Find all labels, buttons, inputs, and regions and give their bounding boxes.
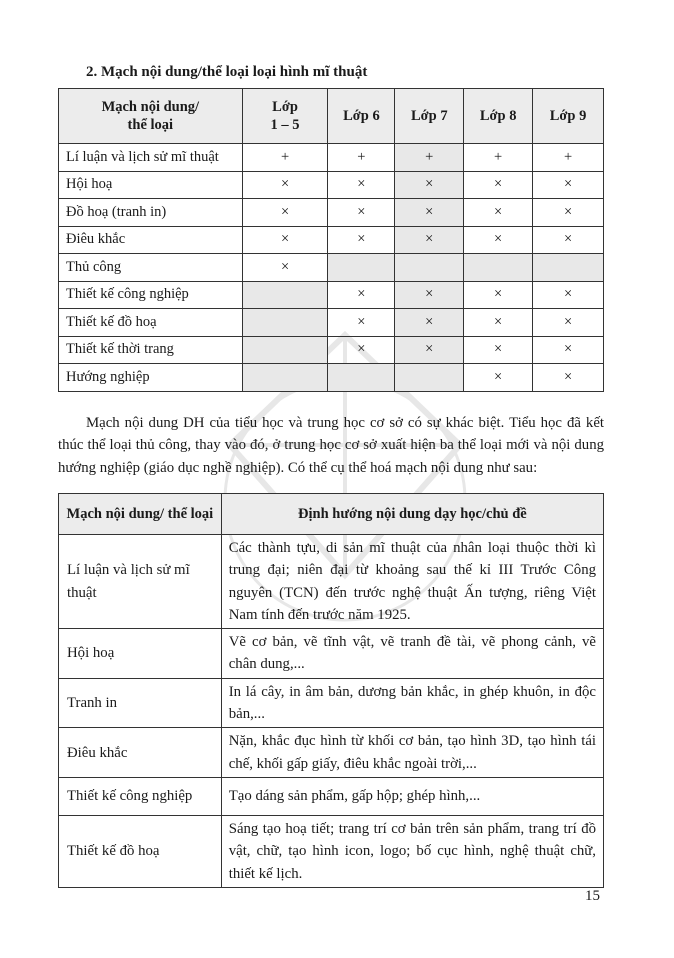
cell-mark: +	[464, 144, 533, 172]
cell-mark: ×	[328, 199, 395, 227]
cell-mark: ×	[395, 199, 464, 227]
header-grade-1-5	[242, 89, 328, 144]
table-row	[59, 629, 604, 679]
cell-mark: ×	[242, 171, 328, 199]
content-strands-grade-table	[58, 88, 604, 392]
row-label: Thiết kế đồ hoạ	[59, 309, 243, 337]
cell-empty	[464, 254, 533, 282]
cell-mark: ×	[464, 281, 533, 309]
cell-mark: ×	[533, 364, 604, 392]
cell-mark: ×	[242, 254, 328, 282]
cell-mark: ×	[328, 309, 395, 337]
cell-empty	[328, 364, 395, 392]
table-row	[59, 199, 604, 227]
row-label: Đồ hoạ (tranh in)	[59, 199, 243, 227]
header-line: thể loại	[127, 117, 174, 133]
cell-mark: ×	[395, 281, 464, 309]
table-row	[59, 254, 604, 282]
body-paragraph: Mạch nội dung DH của tiểu học và trung học cơ sở có sự khác biệt. Tiểu học đã kết thúc thể loại thủ công, thay vào đó, ở trung học cơ sở xuất hiện ba thể loại mới và nội dung hướng nghiệp (giáo dục nghề nghiệp). Có thể cụ thể hoá mạch nội dung như sau:	[58, 414, 604, 476]
cell-empty	[242, 281, 328, 309]
cell-empty	[533, 254, 604, 282]
table-header-row	[59, 89, 604, 144]
header-content-strand	[59, 494, 222, 535]
table-row	[59, 535, 604, 629]
header-grade-9: Lớp 9	[533, 89, 604, 144]
cell-mark: ×	[395, 226, 464, 254]
table-row	[59, 728, 604, 778]
row-label: Thủ công	[59, 254, 243, 282]
table-header-row	[59, 494, 604, 535]
header-grade-6: Lớp 6	[328, 89, 395, 144]
row-content: In lá cây, in âm bản, dương bản khắc, in ghép khuôn, in độc bản,...	[221, 678, 603, 728]
cell-mark: ×	[533, 226, 604, 254]
header-grade-8: Lớp 8	[464, 89, 533, 144]
table-row	[59, 226, 604, 254]
section-heading: 2. Mạch nội dung/thể loại loại hình mĩ thuật	[86, 64, 368, 80]
cell-empty	[395, 254, 464, 282]
cell-mark: ×	[464, 226, 533, 254]
header-teaching-orientation: Định hướng nội dung dạy học/chủ đề	[221, 494, 603, 535]
cell-mark: ×	[464, 336, 533, 364]
row-label: Lí luận và lịch sử mĩ thuật	[59, 535, 222, 629]
cell-mark: ×	[242, 226, 328, 254]
row-label: Điêu khắc	[59, 728, 222, 778]
row-content: Tạo dáng sản phẩm, gấp hộp; ghép hình,...	[221, 777, 603, 815]
cell-mark: ×	[328, 281, 395, 309]
cell-mark: ×	[533, 281, 604, 309]
cell-mark: ×	[328, 171, 395, 199]
header-line: Mạch nội dung/	[101, 99, 200, 115]
row-label: Thiết kế công nghiệp	[59, 281, 243, 309]
cell-mark: ×	[328, 226, 395, 254]
cell-mark: +	[242, 144, 328, 172]
cell-mark: ×	[328, 336, 395, 364]
table-row	[59, 144, 604, 172]
page-number: 15	[585, 888, 600, 904]
row-content: Vẽ cơ bản, vẽ tĩnh vật, vẽ tranh đề tài, vẽ phong cảnh, vẽ chân dung,...	[221, 629, 603, 679]
table-row	[59, 678, 604, 728]
table-row	[59, 336, 604, 364]
cell-mark: ×	[395, 171, 464, 199]
header-line: Lớp	[272, 99, 298, 115]
cell-mark: +	[395, 144, 464, 172]
table-row	[59, 815, 604, 887]
row-content: Sáng tạo hoạ tiết; trang trí cơ bản trên sản phẩm, trang trí đồ vật, chữ, tạo hình icon, logo; bố cục hình, nghệ thuật chữ, thiết kế lịch.	[221, 815, 603, 887]
cell-mark: +	[533, 144, 604, 172]
row-label: Điêu khắc	[59, 226, 243, 254]
row-content: Nặn, khắc đục hình từ khối cơ bản, tạo hình 3D, tạo hình tái chế, khối gấp giấy, điêu khắc ngoài trời,...	[221, 728, 603, 778]
row-label: Thiết kế đồ hoạ	[59, 815, 222, 887]
cell-mark: ×	[395, 309, 464, 337]
cell-mark: ×	[464, 364, 533, 392]
cell-mark: ×	[464, 199, 533, 227]
cell-mark: ×	[242, 199, 328, 227]
row-label: Tranh in	[59, 678, 222, 728]
cell-empty	[242, 336, 328, 364]
row-label: Hội hoạ	[59, 629, 222, 679]
header-content-strand	[59, 89, 243, 144]
row-label: Lí luận và lịch sử mĩ thuật	[59, 144, 243, 172]
cell-mark: ×	[464, 309, 533, 337]
header-line: Mạch nội dung/	[66, 505, 165, 522]
header-grade-7: Lớp 7	[395, 89, 464, 144]
header-line: 1 – 5	[270, 117, 300, 133]
cell-empty	[242, 309, 328, 337]
table-row	[59, 309, 604, 337]
cell-empty	[395, 364, 464, 392]
table-row	[59, 777, 604, 815]
header-line: thể loại	[167, 505, 214, 522]
cell-mark: +	[328, 144, 395, 172]
row-label: Thiết kế công nghiệp	[59, 777, 222, 815]
table-row	[59, 281, 604, 309]
table-row	[59, 364, 604, 392]
cell-empty	[328, 254, 395, 282]
cell-empty	[242, 364, 328, 392]
row-label: Thiết kế thời trang	[59, 336, 243, 364]
cell-mark: ×	[395, 336, 464, 364]
cell-mark: ×	[464, 171, 533, 199]
teaching-content-table	[58, 493, 604, 888]
row-content: Các thành tựu, di sản mĩ thuật của nhân loại thuộc thời kì trung đại; niên đại từ khoảng sau thế kỉ III Trước Công nguyên (TCN) đến trước nghệ thuật Ấn tượng, riêng Việt Nam tính đến trước năm 1925.	[221, 535, 603, 629]
row-label: Hội hoạ	[59, 171, 243, 199]
cell-mark: ×	[533, 171, 604, 199]
table-row	[59, 171, 604, 199]
cell-mark: ×	[533, 336, 604, 364]
cell-mark: ×	[533, 309, 604, 337]
row-label: Hướng nghiệp	[59, 364, 243, 392]
cell-mark: ×	[533, 199, 604, 227]
